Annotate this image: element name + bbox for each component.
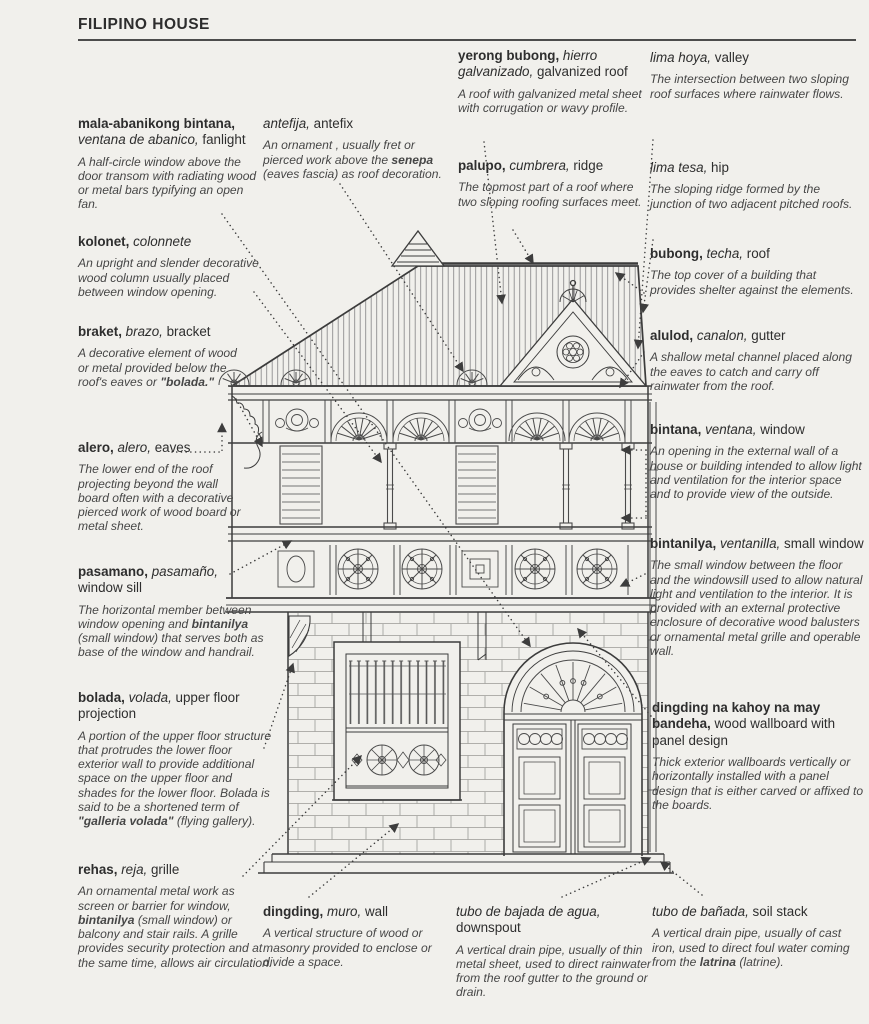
entry-rehas bbox=[78, 862, 273, 970]
entry-lima-tesa bbox=[650, 160, 855, 211]
page-title: FILIPINO HOUSE bbox=[78, 16, 210, 33]
leader-tubo-banada bbox=[661, 862, 702, 895]
arched-door bbox=[504, 643, 642, 856]
term-definition: An upright and slender decorative wood column usually placed between window opening. bbox=[78, 256, 259, 299]
term-heading: pasamano, pasamaño, window sill bbox=[78, 564, 218, 596]
entry-palupo bbox=[458, 158, 646, 209]
term-heading: lima hoya, valley bbox=[650, 50, 750, 65]
term-heading: braket, brazo, bracket bbox=[78, 324, 211, 339]
floor-band bbox=[226, 598, 656, 612]
term-definition: A vertical drain pipe, usually of cast iron, used to direct foul water coming from the latrina (latrine). bbox=[652, 926, 850, 969]
entry-alulod bbox=[650, 328, 862, 393]
leader-braket bbox=[236, 399, 262, 446]
term-definition: A half-circle window above the door transom with radiating wood or metal bars typifying an open fan. bbox=[78, 154, 257, 212]
braket-scroll bbox=[244, 432, 262, 468]
title-rule bbox=[78, 39, 856, 41]
term-definition: Thick exterior wallboards vertically or horizontally installed with a panel design that is either carved or affixed to the boards. bbox=[652, 755, 864, 812]
entry-tubo-de-bajada bbox=[456, 904, 654, 1000]
term-definition: An ornamental metal work as screen or barrier for window, bintanilya (small window) or balcony and stair rails. A grille provides security protection and at the same time, allows air circulation. bbox=[78, 884, 273, 970]
entry-pasamano bbox=[78, 564, 266, 660]
term-heading: yerong bubong, hierro galvanizado, galvanized roof bbox=[458, 48, 628, 80]
entry-kolonet bbox=[78, 234, 266, 299]
term-definition: A roof with galvanized metal sheet with corrugation or wavy profile. bbox=[458, 86, 642, 115]
term-definition: The top cover of a building that provides shelter against the elements. bbox=[650, 268, 854, 297]
base-plinth bbox=[258, 854, 674, 873]
term-heading: mala-abanikong bintana, ventana de abanico, fanlight bbox=[78, 116, 246, 148]
term-definition: The intersection between two sloping roof surfaces where rainwater flows. bbox=[650, 72, 849, 101]
entry-bintana bbox=[650, 422, 862, 501]
term-heading: dingding, muro, wall bbox=[263, 904, 389, 919]
term-definition: A vertical drain pipe, usually of thin metal sheet, used to direct rainwater from the roof gutter to the ground or drain. bbox=[456, 942, 651, 1000]
term-definition: A portion of the upper floor structure that protrudes the lower floor exterior wall to provide additional space on the upper floor and shades for the lower floor. Bolada is said to be a shortened term of "galleria volada" (flying gallery). bbox=[78, 728, 272, 829]
entry-bintanilya bbox=[650, 536, 864, 658]
term-heading: bolada, volada, upper floor projection bbox=[78, 690, 240, 722]
entry-dingding bbox=[263, 904, 448, 969]
term-definition: A vertical structure of wood or masonry provided to enclose or divide a space. bbox=[263, 926, 432, 969]
entry-braket bbox=[78, 324, 250, 389]
term-definition: The sloping ridge formed by the junction of two adjacent pitched roofs. bbox=[650, 182, 853, 211]
term-heading: palupo, cumbrera, ridge bbox=[458, 158, 604, 173]
entry-yerong-bubong bbox=[458, 48, 646, 115]
bintanilya-band bbox=[226, 545, 656, 612]
entry-dingding-na-kahoy bbox=[652, 700, 864, 812]
leader-tubo-bajada bbox=[562, 858, 650, 897]
entry-bubong bbox=[650, 246, 860, 297]
grille-window bbox=[332, 642, 462, 800]
term-heading: alero, alero, eaves bbox=[78, 440, 191, 455]
term-definition: The topmost part of a roof where two sloping roofing surfaces meet. bbox=[458, 180, 642, 209]
term-heading: bintana, ventana, window bbox=[650, 422, 805, 437]
ridge-gablet bbox=[392, 231, 444, 266]
term-heading: tubo de bañada, soil stack bbox=[652, 904, 808, 919]
term-heading: rehas, reja, grille bbox=[78, 862, 180, 877]
term-heading: bubong, techa, roof bbox=[650, 246, 770, 261]
bolada-frieze bbox=[228, 400, 652, 443]
term-definition: The lower end of the roof projecting beyond the wall board often with a decorative pierced work of wood board or metal sheet. bbox=[78, 462, 241, 534]
term-definition: An ornament , usually fret or pierced work above the senepa (eaves fascia) as roof decoration. bbox=[263, 138, 442, 181]
term-heading: dingding na kahoy na may bandeha, wood wallboard with panel design bbox=[652, 700, 836, 748]
window-sill-band bbox=[228, 527, 652, 541]
term-heading: alulod, canalon, gutter bbox=[650, 328, 786, 343]
entry-bolada bbox=[78, 690, 273, 829]
term-definition: An opening in the external wall of a house or building intended to allow light and ventilation for the interior space and to provide view of the outside. bbox=[650, 444, 862, 502]
term-heading: bintanilya, ventanilla, small window bbox=[650, 536, 864, 551]
entry-antefija bbox=[263, 116, 445, 181]
term-heading: tubo de bajada de agua, downspout bbox=[456, 904, 601, 936]
term-definition: A decorative element of wood or metal provided below the roof's eaves or "bolada." bbox=[78, 346, 237, 389]
term-heading: kolonet, colonnete bbox=[78, 234, 192, 249]
leader-bintanilya bbox=[621, 574, 645, 586]
term-definition: A shallow metal channel placed along the eaves to catch and carry off rainwater from the roof. bbox=[650, 350, 852, 393]
term-heading: antefija, antefix bbox=[263, 116, 354, 131]
leader-palupo bbox=[513, 230, 533, 263]
term-definition: The small window between the floor and the windowsill used to allow natural light and ventilation to the interior. It is provided with an external protective enclosure of decorative wood balusters or ornamental metal grille and operable wall. bbox=[650, 558, 863, 658]
entry-tubo-de-banada bbox=[652, 904, 864, 969]
entry-lima-hoya bbox=[650, 50, 855, 101]
term-heading: lima tesa, hip bbox=[650, 160, 729, 175]
entry-alero bbox=[78, 440, 246, 534]
entry-mala-abanikong-bintana bbox=[78, 116, 263, 212]
term-definition: The horizontal member between window opening and bintanilya (small window) that serves both as base of the window and handrail. bbox=[78, 602, 264, 660]
